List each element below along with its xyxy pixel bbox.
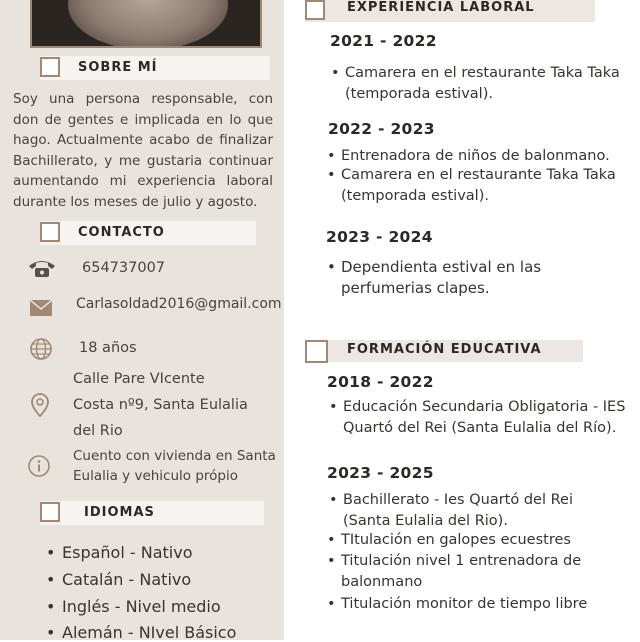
globe-icon bbox=[30, 338, 52, 360]
phone-number[interactable]: 654737007 bbox=[82, 260, 166, 276]
profile-photo bbox=[30, 0, 262, 48]
about-text: Soy una persona responsable, con don de gentes e implicada en lo que hago. Actualmente acabo de finalizar Bachillerato, y me gustaria continuar aumentando mi experiencia laboral durante los meses de julio y agosto. bbox=[13, 91, 273, 210]
address-line-3: del Rio bbox=[73, 423, 123, 439]
email-address[interactable]: Carlasoldad2016@gmail.com bbox=[76, 296, 282, 312]
education-item: • Bachillerato - Ies Quartó del Rei (Santa Eulalia del Rio). bbox=[329, 492, 573, 529]
experience-year: 2021 - 2022 bbox=[330, 32, 437, 50]
info-line-2: Eulalia y vehiculo própio bbox=[73, 468, 238, 484]
education-item: • Titulación nivel 1 entrenadora de balonmano bbox=[327, 553, 582, 590]
experience-item: • Dependienta estival en las perfumerias clapes. bbox=[327, 258, 542, 297]
languages-title: IDIOMAS bbox=[84, 505, 155, 520]
info-line-1: Cuento con vivienda en Santa bbox=[73, 448, 276, 464]
education-year: 2023 - 2025 bbox=[327, 464, 434, 482]
education-title: FORMACIÓN EDUCATIVA bbox=[347, 342, 542, 357]
language-item: • Alemán - NIvel Básico bbox=[62, 623, 236, 642]
email-icon bbox=[30, 300, 52, 316]
about-title: SOBRE MÍ bbox=[78, 60, 158, 75]
checkbox-icon bbox=[305, 340, 328, 363]
checkbox-icon bbox=[40, 57, 60, 77]
checkbox-icon bbox=[305, 0, 325, 20]
info-icon bbox=[28, 455, 50, 477]
address-line-2: Costa nº9, Santa Eulalia bbox=[73, 397, 248, 413]
phone-icon bbox=[27, 258, 57, 278]
address-line-1: Calle Pare VIcente bbox=[73, 371, 205, 387]
education-item: • TItulación en galopes ecuestres bbox=[327, 532, 571, 548]
contact-title: CONTACTO bbox=[78, 225, 165, 240]
language-item: • Catalán - Nativo bbox=[62, 570, 191, 589]
experience-title: EXPERIENCIA LABORAL bbox=[347, 0, 535, 15]
experience-year: 2022 - 2023 bbox=[328, 120, 435, 138]
education-item: • Educación Secundaria Obligatoria - IES Quartó del Rei (Santa Eulalia del Río). bbox=[329, 399, 626, 436]
experience-item: • Entrenadora de niños de balonmano. bbox=[327, 148, 610, 164]
education-year: 2018 - 2022 bbox=[327, 373, 434, 391]
experience-year: 2023 - 2024 bbox=[326, 228, 433, 246]
age: 18 años bbox=[79, 340, 137, 356]
experience-item: • Camarera en el restaurante Taka Taka (temporada estival). bbox=[331, 65, 620, 102]
education-item: • Titulación monitor de tiempo libre bbox=[327, 596, 588, 612]
checkbox-icon bbox=[40, 502, 60, 522]
language-item: • Español - Nativo bbox=[62, 543, 192, 562]
checkbox-icon bbox=[40, 222, 60, 242]
location-pin-icon bbox=[30, 393, 50, 417]
language-item: • Inglés - Nivel medio bbox=[62, 597, 221, 616]
experience-item: • Camarera en el restaurante Taka Taka (temporada estival). bbox=[327, 167, 616, 204]
